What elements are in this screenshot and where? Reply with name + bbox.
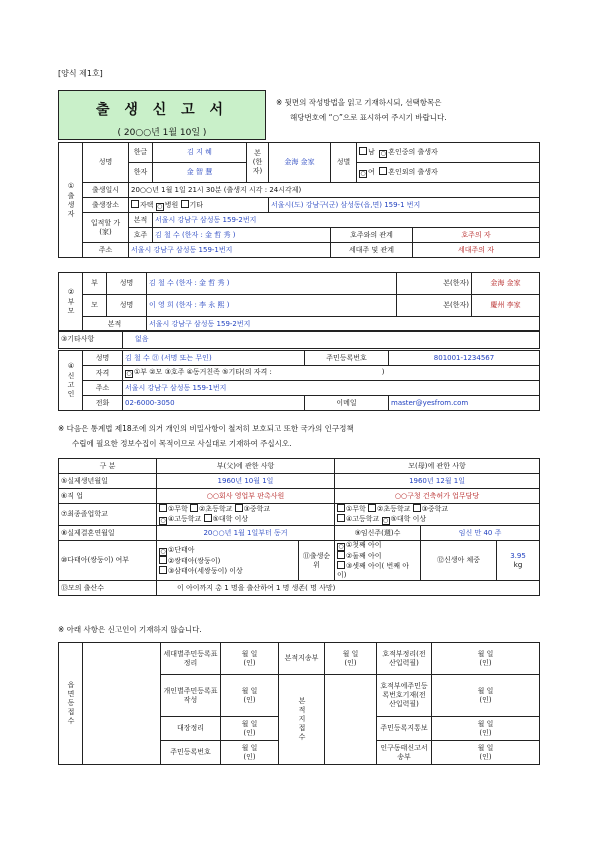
checkbox[interactable]	[204, 514, 212, 522]
title-box	[58, 90, 266, 140]
form-number: [양식 제1호]	[58, 69, 103, 78]
checkbox[interactable]	[359, 147, 367, 155]
office-date-seal[interactable]: 월 일 (인)	[432, 741, 540, 765]
name-label: 성명	[83, 143, 129, 183]
father-bon[interactable]: 金海 金家	[472, 273, 540, 295]
hoju-relation-label: 호주와의 관계	[331, 228, 413, 243]
address-label: 주소	[83, 243, 129, 258]
multiple-birth-options[interactable]: ○ ①단태아 ②쌍태아(쌍둥이) ③삼태아(세쌍둥이) 이상	[157, 541, 299, 581]
reception-stamp-area[interactable]	[83, 643, 161, 765]
email-label: 이메일	[305, 396, 389, 411]
child-address[interactable]: 서울시 강남구 삼성동 159-1번지	[129, 243, 331, 258]
marriage-label: ⑧실제결혼연월일	[59, 526, 157, 541]
checkbox[interactable]: ○	[338, 543, 344, 550]
stats-head-mother: 모(母)에 관한 사항	[335, 459, 540, 474]
office-section	[58, 642, 540, 765]
place-options[interactable]: 자택 ○ 병원 기타	[129, 198, 269, 213]
office-date-seal[interactable]: 월 일 (인)	[432, 717, 540, 741]
hangul-label: 한글	[129, 143, 153, 163]
place-label: 출생장소	[83, 198, 129, 213]
office-row-left-0: 세대별주민등록표정리	[161, 643, 221, 675]
child-birth-place[interactable]: 서울시(도) 강남구(군) 삼성동(읍,면) 159-1 번지	[269, 198, 540, 213]
office-date-seal[interactable]: 월 일 (인)	[221, 643, 279, 675]
child-hangul-name[interactable]: 김 지 혜	[153, 143, 247, 163]
child-section	[58, 142, 540, 258]
register-label: 입적할 가(家)	[83, 213, 129, 243]
office-date-seal[interactable]: 월 일 (인)	[432, 643, 540, 675]
office-row-right-2: 주민등록지통보	[377, 717, 432, 741]
sex-and-type-row-2[interactable]: ○ 여 혼인외의 출생자	[357, 163, 540, 183]
reporter-address[interactable]: 서울시 강남구 삼성동 159-1번지	[123, 381, 540, 396]
checkbox[interactable]	[190, 504, 198, 512]
office-row-left-1: 개인별주민등록표작성	[161, 675, 221, 717]
child-bonjeok[interactable]: 서울시 강남구 삼성동 159-2번지	[153, 213, 540, 228]
pregnancy-weeks[interactable]: 임신 만 40 주	[421, 526, 540, 541]
births-count[interactable]: 이 아이까지 총 1 명을 출산하여 1 명 생존( 명 사망)	[157, 581, 540, 596]
parents-section	[58, 272, 540, 332]
office-row-right-1: 호적부에주민등록번호기재(전산입력필)	[377, 675, 432, 717]
hoju-name[interactable]: 김 철 수 (한자 : 金 哲 秀 )	[153, 228, 331, 243]
checkbox[interactable]: ○	[160, 517, 166, 524]
checkbox[interactable]	[337, 551, 345, 559]
hoju-relation[interactable]: 호주의 자	[413, 228, 540, 243]
stats-section	[58, 458, 540, 596]
father-bon-label: 본(한자)	[397, 273, 472, 295]
father-job[interactable]: ○○회사 영업부 판촉사원	[157, 489, 335, 504]
checkbox[interactable]: ○	[360, 170, 366, 177]
checkbox[interactable]: ○	[382, 517, 389, 524]
office-date-seal[interactable]: 월 일 (인)	[221, 675, 279, 717]
father-label: 부	[83, 273, 107, 295]
mother-name[interactable]: 이 영 희 (한자 : 李 永 熙 )	[147, 295, 397, 317]
office-row-right-3: 인구동태신고서송부	[377, 741, 432, 765]
job-label: ⑥직 업	[59, 489, 157, 504]
parents-bonjeok[interactable]: 서울시 강남구 삼성동 159-2번지	[147, 317, 540, 332]
child-hanja-name[interactable]: 金 智 慧	[153, 163, 247, 183]
phone-label: 전화	[83, 396, 123, 411]
form-title: 출 생 신 고 서	[95, 102, 229, 118]
hoju-label: 호주	[129, 228, 153, 243]
education-label: ⑦최종졸업학교	[59, 504, 157, 526]
checkbox[interactable]	[337, 504, 345, 512]
checkbox[interactable]: ○	[126, 370, 132, 377]
stat-notice-2: 수립에 필요한 정보수집이 목적이므로 사실대로 기재하여 주십시오.	[72, 439, 292, 448]
checkbox[interactable]	[235, 504, 243, 512]
mother-bon[interactable]: 慶州 李家	[472, 295, 540, 317]
qualification-options[interactable]: ○ ①부 ②모 ③호주 ④동거친족 ⑤기타(의 자격 : )	[123, 366, 540, 381]
bonjeokji-label: 본적지접수	[279, 675, 325, 765]
newborn-weight[interactable]: 3.95 kg	[497, 541, 540, 581]
parents-bonjeok-label: 본적	[83, 317, 147, 332]
office-date-seal[interactable]: 월 일 (인)	[325, 643, 377, 675]
reporter-address-label: 주소	[83, 381, 123, 396]
etc-value[interactable]: 없음	[123, 331, 540, 349]
bonjeok-label: 본적	[129, 213, 153, 228]
report-date: ( 20○○년 1월 10일 )	[117, 128, 207, 138]
bonjeokji-stamp-area[interactable]	[325, 675, 377, 765]
dob-stat-label: ⑤실제생년월일	[59, 474, 157, 489]
stats-head-father: 부(父)에 관한 사항	[157, 459, 335, 474]
checkbox[interactable]	[337, 514, 345, 522]
bon-label: 본 (한자)	[247, 143, 269, 183]
weight-label: ⑫신생아 체중	[421, 541, 497, 581]
hanja-label: 한자	[129, 163, 153, 183]
child-section-label: ①출생자	[59, 143, 83, 258]
checkbox[interactable]: ○	[160, 547, 166, 555]
reporter-name[interactable]: 김 철 수 ㉑ (서명 또는 무인)	[123, 351, 305, 366]
office-row-mid-0: 본적지송부	[279, 643, 325, 675]
reporter-name-label: 성명	[83, 351, 123, 366]
reporter-phone[interactable]: 02-6000-3050	[123, 396, 305, 411]
mother-job[interactable]: ○○구청 건축허가 업무담당	[335, 489, 540, 504]
reception-label: 읍면동접수	[59, 643, 83, 765]
notice-line-2: 해당번호에 “○”으로 표시하여 주시기 바랍니다.	[290, 113, 447, 122]
child-bon[interactable]: 金海 金家	[269, 143, 331, 183]
checkbox[interactable]	[379, 167, 387, 175]
checkbox[interactable]	[159, 556, 167, 564]
checkbox[interactable]	[337, 561, 345, 569]
father-name-label: 성명	[107, 273, 147, 295]
checkbox[interactable]: ○	[157, 202, 163, 210]
checkbox[interactable]	[368, 504, 376, 512]
office-date-seal[interactable]: 월 일 (인)	[221, 717, 279, 741]
mother-name-label: 성명	[107, 295, 147, 317]
checkbox[interactable]: ○	[380, 150, 386, 157]
father-education[interactable]: ①무학 ②초등학교 ③중학교 ○ ④고등학교 ⑤대학 이상	[157, 504, 335, 526]
birth-order-label: ⑪출생순위	[299, 541, 335, 581]
office-notice: ※ 아래 사항은 신고인이 기재하지 않습니다.	[58, 625, 202, 634]
rrn-label: 주민등록번호	[305, 351, 389, 366]
marriage-date[interactable]: 20○○년 1월 1일부터 동거	[157, 526, 335, 541]
checkbox[interactable]	[159, 504, 167, 512]
stat-notice-1: ※ 다음은 통계법 제18조에 의거 개인의 비밀사항이 철저히 보호되고 또한 국가의 인구정책	[58, 424, 354, 433]
office-date-seal[interactable]: 월 일 (인)	[221, 741, 279, 765]
sex-label: 성별	[331, 143, 357, 183]
reporter-section-label: ④신고인	[59, 351, 83, 411]
father-name[interactable]: 김 철 수 (한자 : 金 哲 秀 )	[147, 273, 397, 295]
mother-bon-label: 본(한자)	[397, 295, 472, 317]
birth-order-options[interactable]: ○ ①첫째 아이 ②둘째 아이 ③셋째 아이( 번째 아이)	[335, 541, 421, 581]
office-row-right-0: 호적부정리(전산입력필)	[377, 643, 432, 675]
checkbox[interactable]	[181, 200, 189, 208]
births-count-label: ⑬모의 출산수	[59, 581, 157, 596]
notice-line-1: ※ 뒷면의 작성방법을 읽고 기재하시되, 선택항목은	[276, 98, 442, 107]
checkbox[interactable]	[131, 200, 139, 208]
etc-label: ③기타사항	[59, 331, 123, 349]
father-dob[interactable]: 1960년 10월 1일	[157, 474, 335, 489]
checkbox[interactable]	[413, 504, 421, 512]
reporter-section	[58, 350, 540, 411]
reporter-email[interactable]: master@yesfrom.com	[389, 396, 540, 411]
office-row-left-3: 주민등록번호	[161, 741, 221, 765]
mother-education[interactable]: ①무학 ②초등학교 ③중학교 ④고등학교 ○ ⑤대학 이상	[335, 504, 540, 526]
reporter-rrn[interactable]: 801001-1234567	[389, 351, 540, 366]
mother-dob[interactable]: 1960년 12월 1일	[335, 474, 540, 489]
parents-section-label: ②부모	[59, 273, 83, 332]
qualification-label: 자격	[83, 366, 123, 381]
mother-label: 모	[83, 295, 107, 317]
sex-and-type-row-1[interactable]: 남 ○ 혼인중의 출생자	[357, 143, 540, 163]
pregnancy-label: ⑨임신주(週)수	[335, 526, 421, 541]
stats-head-item: 구 분	[59, 459, 157, 474]
office-date-seal[interactable]: 월 일 (인)	[432, 675, 540, 717]
office-row-left-2: 대장정리	[161, 717, 221, 741]
etc-section	[58, 330, 540, 349]
checkbox[interactable]	[159, 566, 167, 574]
dob-label: 출생일시	[83, 183, 129, 198]
householder-label: 세대주 및 관계	[331, 243, 413, 258]
child-dob[interactable]: 20○○년 1월 1일 21시 30분 (출생지 시각 : 24시각제)	[129, 183, 540, 198]
householder-relation[interactable]: 세대주의 자	[413, 243, 540, 258]
multiple-birth-label: ⑩다태아(쌍둥이) 여부	[59, 541, 157, 581]
